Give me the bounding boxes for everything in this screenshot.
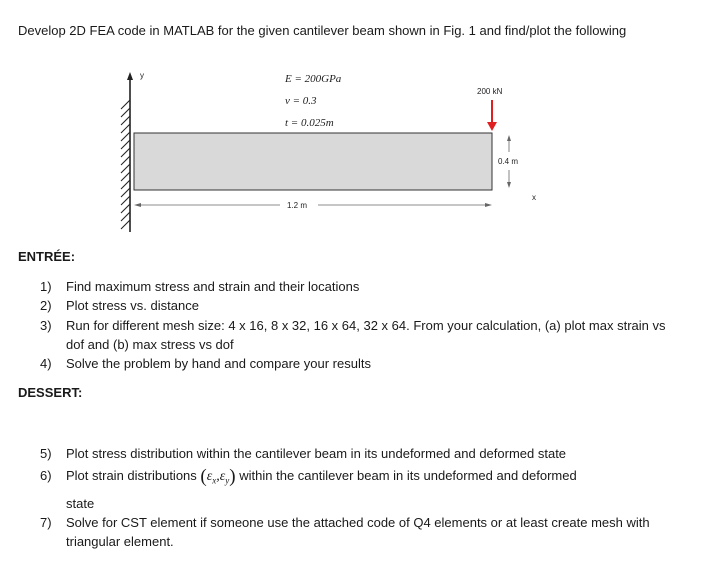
list-item-text: Solve for CST element if someone use the attached code of Q4 elements or at least create mesh with triangular element.: [66, 515, 650, 549]
intro-paragraph: Develop 2D FEA code in MATLAB for the given cantilever beam shown in Fig. 1 and find/plot the following: [18, 23, 627, 38]
property-thickness: t = 0.025m: [285, 117, 334, 129]
y-axis-label: y: [140, 71, 144, 80]
list-item-number: 2): [40, 298, 52, 313]
length-dim-arrow-left: [134, 203, 141, 207]
list-item-number: 1): [40, 279, 52, 294]
list-item-number: 5): [40, 446, 52, 461]
beam-body: [134, 133, 492, 190]
property-poisson-ratio: ν = 0.3: [285, 95, 317, 107]
list-item-number: 6): [40, 468, 52, 483]
list-item-text: Find maximum stress and strain and their locations: [66, 279, 360, 294]
strain-sub-x: x: [212, 475, 217, 486]
length-dim-arrow-right: [485, 203, 492, 207]
height-label: 0.4 m: [498, 157, 519, 166]
list-item-text: Plot stress distribution within the cantilever beam in its undeformed and deformed state: [66, 446, 567, 461]
length-label: 1.2 m: [287, 201, 308, 210]
list-item-number: 3): [40, 318, 52, 333]
property-youngs-modulus: E = 200GPa: [285, 73, 342, 85]
list-item-number: 4): [40, 356, 52, 371]
load-label: 200 kN: [477, 87, 503, 96]
x-axis-label: x: [532, 193, 536, 202]
list-item-text: Run for different mesh size: 4 x 16, 8 x 32, 16 x 64, 32 x 64. From your calculation, (a) plot max strain vs dof and (b) max stress vs dof: [66, 318, 666, 352]
height-dim-arrow-up: [507, 135, 511, 141]
strain-sub-y: y: [225, 475, 230, 486]
load-arrow-head: [487, 122, 497, 131]
y-axis-arrowhead: [127, 72, 133, 80]
section-entree-heading: ENTRÉE:: [18, 249, 76, 264]
paren-close: ): [229, 466, 236, 487]
strain-comma: ,: [216, 469, 220, 484]
strain-epsilon-y: ε: [219, 469, 226, 484]
list-item-text-strain: [66, 466, 676, 491]
strain-epsilon-x: ε: [206, 469, 213, 484]
list-item-number: 7): [40, 515, 52, 530]
wall-hatching: [121, 100, 130, 229]
strain-text-before: Plot strain distributions: [66, 468, 197, 483]
strain-text-after: within the cantilever beam in its undeformed and deformed: [239, 468, 577, 483]
list-item-text: Solve the problem by hand and compare your results: [66, 356, 371, 371]
section-dessert-heading: DESSERT:: [18, 385, 83, 400]
height-dim-arrow-down: [507, 182, 511, 188]
list-item-text: Plot stress vs. distance: [66, 298, 199, 313]
paren-open: (: [200, 466, 207, 487]
list-item-text-continued: state: [66, 496, 95, 511]
